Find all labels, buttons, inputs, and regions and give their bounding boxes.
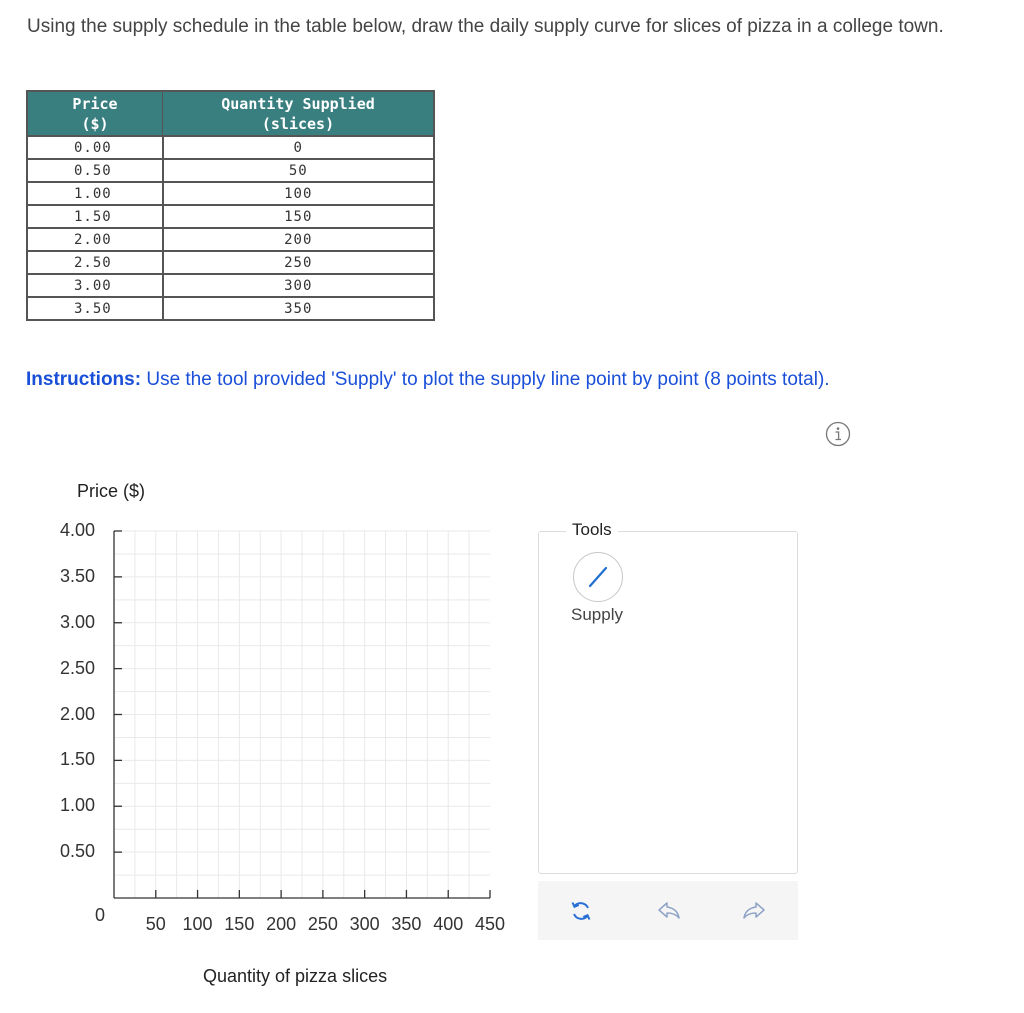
supply-tool-button[interactable] xyxy=(573,552,623,602)
y-tick-label: 3.00 xyxy=(59,611,95,632)
y-tick-label: 2.00 xyxy=(59,703,95,724)
price-cell: 1.50 xyxy=(27,205,163,228)
price-cell: 2.50 xyxy=(27,251,163,274)
question-text: Using the supply schedule in the table below, draw the daily supply curve for slices of pizza in a college town. xyxy=(27,16,944,37)
y-tick-label: 2.50 xyxy=(59,657,95,678)
redo-icon[interactable] xyxy=(740,897,768,925)
x-tick-label: 400 xyxy=(433,914,464,934)
x-tick-label: 150 xyxy=(224,914,255,934)
info-icon[interactable] xyxy=(825,421,851,447)
price-cell: 2.00 xyxy=(27,228,163,251)
y-tick-label: 1.50 xyxy=(59,749,95,770)
line-tool-icon xyxy=(574,553,622,601)
x-axis-title: Quantity of pizza slices xyxy=(203,966,388,986)
price-cell: 0.00 xyxy=(27,136,163,159)
quantity-cell: 150 xyxy=(163,205,435,228)
y-tick-label: 1.00 xyxy=(59,795,95,816)
y-tick-label: 4.00 xyxy=(59,520,95,540)
supply-tool-label: Supply xyxy=(571,605,623,624)
tools-title: Tools xyxy=(566,520,618,540)
x-tick-label: 100 xyxy=(182,914,213,934)
price-cell: 3.00 xyxy=(27,274,163,297)
price-cell: 1.00 xyxy=(27,182,163,205)
quantity-cell: 300 xyxy=(163,274,435,297)
x-tick-label: 50 xyxy=(145,914,166,934)
quantity-cell: 350 xyxy=(163,297,435,320)
x-tick-label: 300 xyxy=(349,914,380,934)
quantity-cell: 250 xyxy=(163,251,435,274)
refresh-icon[interactable] xyxy=(567,897,595,925)
quantity-cell: 0 xyxy=(163,136,435,159)
graph-grid xyxy=(114,531,490,898)
x-tick-label: 450 xyxy=(474,914,506,934)
origin-label: 0 xyxy=(94,905,105,925)
price-header-line1: Price xyxy=(72,95,118,113)
x-tick-label: 200 xyxy=(266,914,297,934)
price-cell: 3.50 xyxy=(27,297,163,320)
y-tick-label: 3.50 xyxy=(59,565,95,586)
undo-icon[interactable] xyxy=(655,897,683,925)
quantity-header-line1: Quantity Supplied xyxy=(221,95,375,113)
instructions-text: Use the tool provided 'Supply' to plot the supply line point by point (8 points total). xyxy=(141,369,830,390)
instructions-lead: Instructions: xyxy=(26,369,142,390)
quantity-header-line2: (slices) xyxy=(261,115,335,133)
x-tick-label: 250 xyxy=(307,914,338,934)
y-tick-label: 0.50 xyxy=(59,841,95,862)
price-cell: 0.50 xyxy=(27,159,163,182)
quantity-cell: 200 xyxy=(163,228,435,251)
quantity-cell: 50 xyxy=(163,159,435,182)
x-tick-label: 350 xyxy=(391,914,422,934)
price-header-line2: ($) xyxy=(81,115,109,133)
quantity-cell: 100 xyxy=(163,182,435,205)
y-axis-title: Price ($) xyxy=(77,481,146,501)
